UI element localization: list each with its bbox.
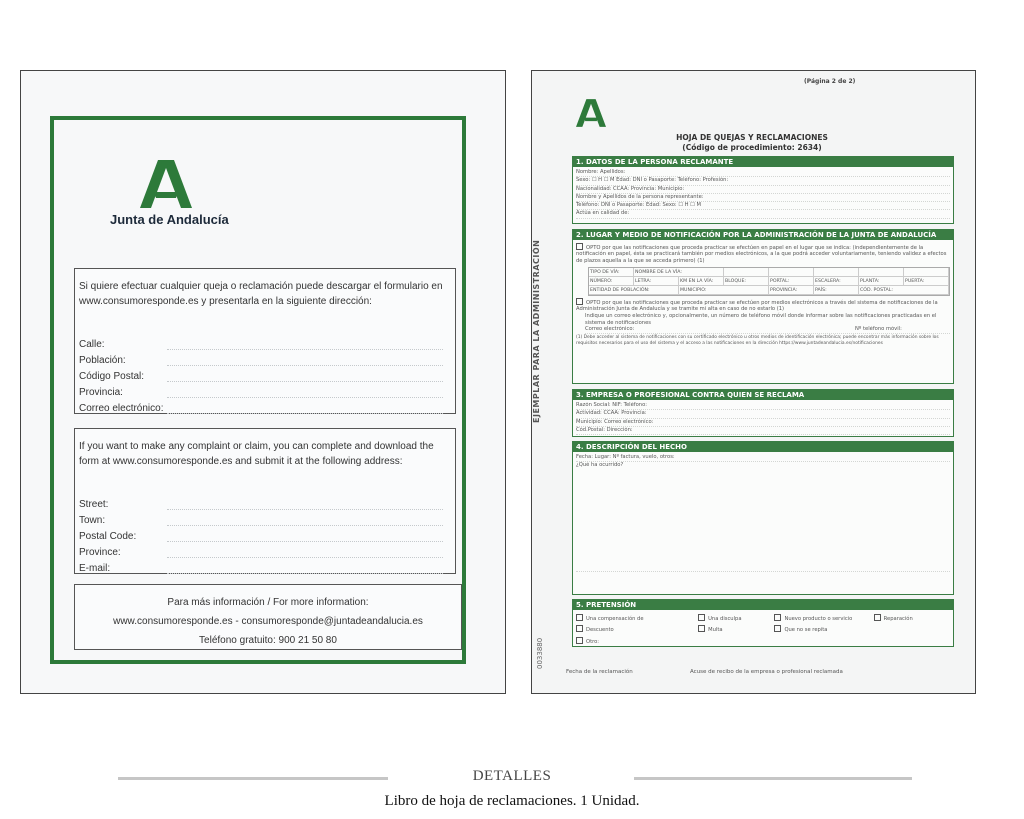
form-procedure-code: (Código de procedimiento: 2634) [682, 143, 822, 152]
address-table [588, 267, 950, 296]
section-company [572, 389, 954, 437]
indique-text: Indique un correo electrónico y, opcionalmente, un número de teléfono móvil donde informar sobre las notificaciones practicadas en el sistema de notificaciones [585, 313, 937, 326]
table-cell: MUNICIPIO: [679, 286, 769, 295]
table-cell: TIPO DE VÍA: [589, 268, 634, 277]
english-intro: If you want to make any complaint or claim, you can complete and download the form at www.consumoresponde.es and submit it at the following address: [79, 441, 434, 467]
field-poblacion: Población: [79, 353, 451, 369]
form-line: Actúa en calidad de: [576, 210, 950, 218]
form-line: Nombre y Apellidos de la persona representante: [576, 194, 950, 202]
what-happened-field[interactable]: ¿Qué ha ocurrido? [576, 462, 950, 572]
english-address-box [74, 428, 456, 574]
divider-right [634, 777, 912, 780]
more-info-web: www.consumoresponde.es - consumoresponde@juntadeandalucia.es [113, 616, 423, 627]
details-heading: DETALLES [472, 768, 552, 784]
claim-option-checkbox[interactable]: Reparación [874, 614, 950, 623]
form-line: Razón Social: NIF: Teléfono: [576, 402, 950, 410]
form-line: Sexo: ☐ H ☐ M Edad: DNI o Pasaporte: Teléfono: Profesión: [576, 177, 950, 185]
form-line: Teléfono: DNI o Pasaporte: Edad: Sexo: ☐ H ☐ M [576, 202, 950, 210]
table-cell: ENTIDAD DE POBLACIÓN: [589, 286, 679, 295]
logo-text: Junta de Andalucía [110, 212, 229, 227]
opt-paper-checkbox[interactable]: OPTO por que las notificaciones que proceda practicar se efectúen en papel en el lugar que se indica: (independientemente de la notificación en papel, ésta se practicará también por medios electrónicos, a la que podrá acceder voluntariamente, teniendo validez a efectos de plazos aquella a la que se acceda primero) (1) [576, 243, 950, 264]
section-title: 3. EMPRESA O PROFESIONAL CONTRA QUIEN SE RECLAMA [573, 390, 953, 400]
section-description [572, 441, 954, 595]
field-calle: Calle: [79, 337, 451, 353]
complaint-form-sheet [531, 70, 976, 694]
field-province: Province: [79, 545, 451, 561]
table-cell: PLANTA: [859, 277, 904, 286]
more-info-box [74, 584, 462, 650]
section-title: 1. DATOS DE LA PERSONA RECLAMANTE [573, 157, 953, 167]
table-cell: KM EN LA VÍA: [679, 277, 724, 286]
claim-option-checkbox[interactable]: Una compensación de [576, 614, 698, 623]
field-correo: Correo electrónico: [79, 401, 451, 417]
section-title: 5. PRETENSIÓN [573, 600, 953, 610]
claim-option-checkbox[interactable]: Que no se repita [774, 625, 873, 634]
field-email: E-mail: [79, 561, 451, 577]
section-claimant [572, 156, 954, 224]
form-line: Nacionalidad: CCAA: Provincia: Municipio: [576, 186, 950, 194]
more-info-heading: Para más información / For more information: [167, 597, 369, 608]
field-provincia: Provincia: [79, 385, 451, 401]
receipt-label: Acuse de recibo de la empresa o profesional reclamada [690, 669, 843, 675]
junta-logo [110, 160, 230, 230]
side-label: EJEMPLAR PARA LA ADMINISTRACIÓN [532, 239, 541, 423]
contact-line [585, 326, 950, 334]
table-cell: ESCALERA: [814, 277, 859, 286]
field-street: Street: [79, 497, 451, 513]
junta-logo-small [576, 99, 606, 131]
claim-option-checkbox[interactable]: Una disculpa [698, 614, 774, 623]
junta-a-icon [576, 99, 606, 127]
divider-left [118, 777, 388, 780]
table-cell: PUERTA: [904, 277, 949, 286]
table-cell: NOMBRE DE LA VÍA: [634, 268, 724, 277]
serial-code: 0033880 [536, 637, 544, 669]
table-cell: PROVINCIA: [769, 286, 814, 295]
field-postal-code: Postal Code: [79, 529, 451, 545]
spanish-address-box [74, 268, 456, 414]
info-sheet [20, 70, 506, 694]
form-line: Actividad: CCAA: Provincia: [576, 410, 950, 418]
table-cell: NÚMERO: [589, 277, 634, 286]
table-cell: PAÍS: [814, 286, 859, 295]
spanish-intro: Si quiere efectuar cualquier queja o reclamación puede descargar el formulario en www.consumoresponde.es y presentarla en la siguiente dirección: [79, 281, 443, 307]
section-title: 2. LUGAR Y MEDIO DE NOTIFICACIÓN POR LA ADMINISTRACIÓN DE LA JUNTA DE ANDALUCÍA [573, 230, 953, 240]
green-frame [50, 116, 466, 664]
section-claim [572, 599, 954, 647]
table-cell: BLOQUE: [724, 277, 769, 286]
field-town: Town: [79, 513, 451, 529]
form-title [632, 133, 872, 153]
section-notification [572, 229, 954, 384]
claim-option-checkbox[interactable]: Nuevo producto o servicio [774, 614, 873, 623]
form-line: Nombre: Apellidos: [576, 169, 950, 177]
junta-a-icon [140, 160, 192, 208]
claim-date-label: Fecha de la reclamación [566, 669, 633, 675]
email-label: Correo electrónico: [585, 326, 635, 333]
mobile-label: Nº teléfono móvil: [855, 326, 902, 333]
form-title-line1: HOJA DE QUEJAS Y RECLAMACIONES [676, 133, 828, 142]
opt-electronic-checkbox[interactable]: OPTO por que las notificaciones que proceda practicar se efectúen por medios electrónicos a través del sistema de notificaciones de la Administración Junta de Andalucía y se tramite mi alta en caso de no estarlo (1) [576, 298, 950, 313]
form-line: Cód.Postal: Dirección: [576, 427, 950, 435]
table-cell: LETRA: [634, 277, 679, 286]
claim-option-checkbox[interactable]: Otro: [576, 637, 698, 646]
section-title: 4. DESCRIPCIÓN DEL HECHO [573, 442, 953, 452]
claim-option-checkbox[interactable]: Multa [698, 625, 774, 634]
table-cell: PORTAL: [769, 277, 814, 286]
form-line: Fecha: Lugar: Nº factura, vuelo, otros: [576, 454, 950, 462]
claim-option-checkbox[interactable]: Descuento [576, 625, 698, 634]
details-text: Libro de hoja de reclamaciones. 1 Unidad. [384, 793, 640, 809]
table-cell: CÓD. POSTAL: [859, 286, 949, 295]
more-info-phone: Teléfono gratuito: 900 21 50 80 [199, 635, 337, 646]
form-line: Municipio: Correo electrónico: [576, 419, 950, 427]
field-codigo-postal: Código Postal: [79, 369, 451, 385]
notification-note: (1) Debe acceder al sistema de notificaciones con su certificado electrónico u otros medios de identificación electrónica; puede encontrar más información sobre los requisitos necesarios para el uso del sistema y el acceso a las notificaciones en la dirección https://www.juntadeandalucia.es/notificaciones [576, 335, 939, 346]
page-number: (Página 2 de 2) [804, 78, 856, 85]
